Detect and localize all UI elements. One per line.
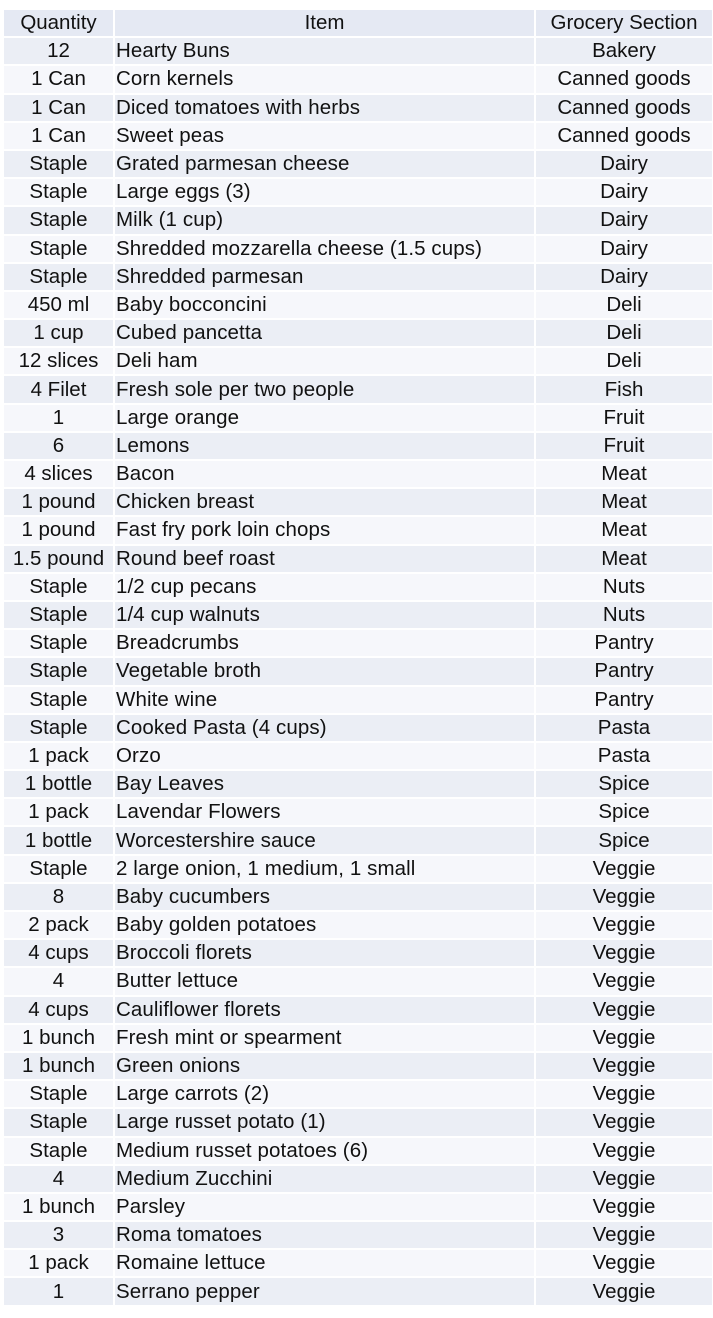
table-row [4, 461, 712, 487]
grocery-section-cell: Pasta [536, 743, 712, 769]
table-row [4, 1166, 712, 1192]
table-row [4, 546, 712, 572]
item-cell: Deli ham [115, 348, 534, 374]
quantity-cell: 1 [4, 1278, 113, 1304]
table-row [4, 405, 712, 431]
item-cell: 1/2 cup pecans [115, 574, 534, 600]
grocery-section-cell: Spice [536, 827, 712, 853]
quantity-cell: Staple [4, 602, 113, 628]
table-row [4, 856, 712, 882]
item-cell: White wine [115, 687, 534, 713]
item-cell: Large russet potato (1) [115, 1109, 534, 1135]
item-cell: Shredded parmesan [115, 264, 534, 290]
item-cell: Bacon [115, 461, 534, 487]
quantity-cell: Staple [4, 574, 113, 600]
quantity-cell: Staple [4, 715, 113, 741]
quantity-cell: Staple [4, 687, 113, 713]
grocery-section-cell: Veggie [536, 1194, 712, 1220]
grocery-section-cell: Nuts [536, 574, 712, 600]
grocery-section-cell: Deli [536, 320, 712, 346]
quantity-cell: 4 cups [4, 940, 113, 966]
item-cell: Diced tomatoes with herbs [115, 95, 534, 121]
quantity-cell: 1 bottle [4, 771, 113, 797]
grocery-section-cell: Veggie [536, 968, 712, 994]
item-column-header: Item [115, 10, 534, 36]
grocery-section-cell: Meat [536, 461, 712, 487]
table-row [4, 123, 712, 149]
grocery-section-cell: Bakery [536, 38, 712, 64]
quantity-cell: Staple [4, 264, 113, 290]
item-cell: 2 large onion, 1 medium, 1 small [115, 856, 534, 882]
quantity-cell: 1 pound [4, 517, 113, 543]
item-cell: Cauliflower florets [115, 997, 534, 1023]
table-row [4, 348, 712, 374]
grocery-section-cell: Veggie [536, 1278, 712, 1304]
table-row [4, 236, 712, 262]
table-row [4, 489, 712, 515]
quantity-cell: 4 slices [4, 461, 113, 487]
quantity-cell: Staple [4, 630, 113, 656]
table-row [4, 940, 712, 966]
grocery-section-cell: Fruit [536, 405, 712, 431]
grocery-section-cell: Canned goods [536, 123, 712, 149]
grocery-section-cell: Fish [536, 376, 712, 402]
item-cell: Parsley [115, 1194, 534, 1220]
item-cell: Grated parmesan cheese [115, 151, 534, 177]
table-body [4, 38, 712, 1304]
item-cell: Hearty Buns [115, 38, 534, 64]
item-cell: Large orange [115, 405, 534, 431]
quantity-cell: 1 pack [4, 1250, 113, 1276]
item-cell: Lemons [115, 433, 534, 459]
grocery-section-cell: Veggie [536, 1053, 712, 1079]
table-row [4, 95, 712, 121]
quantity-cell: 1 Can [4, 66, 113, 92]
item-cell: Baby cucumbers [115, 884, 534, 910]
grocery-section-cell: Veggie [536, 1138, 712, 1164]
table-row [4, 968, 712, 994]
table-row [4, 179, 712, 205]
quantity-cell: 1 [4, 405, 113, 431]
quantity-cell: 4 Filet [4, 376, 113, 402]
grocery-section-cell: Nuts [536, 602, 712, 628]
table-row [4, 320, 712, 346]
item-cell: Baby golden potatoes [115, 912, 534, 938]
item-cell: Corn kernels [115, 66, 534, 92]
item-cell: Green onions [115, 1053, 534, 1079]
table-row [4, 66, 712, 92]
grocery-section-cell: Veggie [536, 997, 712, 1023]
table-row [4, 1025, 712, 1051]
quantity-cell: Staple [4, 236, 113, 262]
item-cell: Cubed pancetta [115, 320, 534, 346]
grocery-section-cell: Veggie [536, 1166, 712, 1192]
item-cell: 1/4 cup walnuts [115, 602, 534, 628]
grocery-section-cell: Canned goods [536, 95, 712, 121]
quantity-column-header: Quantity [4, 10, 113, 36]
item-cell: Baby bocconcini [115, 292, 534, 318]
table-row [4, 687, 712, 713]
quantity-cell: 1.5 pound [4, 546, 113, 572]
table-row [4, 799, 712, 825]
table-row [4, 658, 712, 684]
grocery-section-cell: Dairy [536, 264, 712, 290]
quantity-cell: Staple [4, 1109, 113, 1135]
table-row [4, 884, 712, 910]
header-row [4, 10, 712, 36]
grocery-section-cell: Veggie [536, 940, 712, 966]
table-row [4, 1222, 712, 1248]
item-cell: Broccoli florets [115, 940, 534, 966]
item-cell: Bay Leaves [115, 771, 534, 797]
item-cell: Vegetable broth [115, 658, 534, 684]
quantity-cell: 8 [4, 884, 113, 910]
quantity-cell: 1 cup [4, 320, 113, 346]
table-row [4, 743, 712, 769]
quantity-cell: 6 [4, 433, 113, 459]
grocery-section-cell: Veggie [536, 884, 712, 910]
table-row [4, 1138, 712, 1164]
quantity-cell: 1 Can [4, 123, 113, 149]
grocery-section-cell: Veggie [536, 1222, 712, 1248]
grocery-section-cell: Pantry [536, 658, 712, 684]
table-row [4, 997, 712, 1023]
item-cell: Butter lettuce [115, 968, 534, 994]
item-cell: Lavendar Flowers [115, 799, 534, 825]
grocery-section-cell: Veggie [536, 1109, 712, 1135]
quantity-cell: 1 bottle [4, 827, 113, 853]
grocery-section-cell: Dairy [536, 179, 712, 205]
grocery-section-cell: Veggie [536, 1081, 712, 1107]
quantity-cell: Staple [4, 856, 113, 882]
item-cell: Shredded mozzarella cheese (1.5 cups) [115, 236, 534, 262]
quantity-cell: Staple [4, 658, 113, 684]
table-row [4, 771, 712, 797]
table-row [4, 376, 712, 402]
table-row [4, 517, 712, 543]
item-cell: Breadcrumbs [115, 630, 534, 656]
table-row [4, 630, 712, 656]
item-cell: Fast fry pork loin chops [115, 517, 534, 543]
grocery-list-table [2, 8, 713, 1307]
table-row [4, 602, 712, 628]
quantity-cell: Staple [4, 1081, 113, 1107]
quantity-cell: 12 [4, 38, 113, 64]
item-cell: Large eggs (3) [115, 179, 534, 205]
item-cell: Sweet peas [115, 123, 534, 149]
quantity-cell: 450 ml [4, 292, 113, 318]
item-cell: Fresh mint or spearment [115, 1025, 534, 1051]
table-row [4, 292, 712, 318]
grocery-section-cell: Veggie [536, 912, 712, 938]
item-cell: Fresh sole per two people [115, 376, 534, 402]
table-row [4, 1053, 712, 1079]
quantity-cell: 1 bunch [4, 1025, 113, 1051]
quantity-cell: 1 pound [4, 489, 113, 515]
table-row [4, 1109, 712, 1135]
item-cell: Roma tomatoes [115, 1222, 534, 1248]
grocery-section-cell: Meat [536, 489, 712, 515]
grocery-section-cell: Pasta [536, 715, 712, 741]
grocery-section-cell: Spice [536, 799, 712, 825]
item-cell: Orzo [115, 743, 534, 769]
table-row [4, 264, 712, 290]
quantity-cell: Staple [4, 151, 113, 177]
grocery-section-cell: Dairy [536, 207, 712, 233]
quantity-cell: 4 [4, 1166, 113, 1192]
quantity-cell: 3 [4, 1222, 113, 1248]
grocery-section-cell: Veggie [536, 1250, 712, 1276]
quantity-cell: 4 cups [4, 997, 113, 1023]
quantity-cell: Staple [4, 179, 113, 205]
table-row [4, 207, 712, 233]
item-cell: Serrano pepper [115, 1278, 534, 1304]
item-cell: Medium russet potatoes (6) [115, 1138, 534, 1164]
grocery-section-cell: Dairy [536, 236, 712, 262]
table-row [4, 715, 712, 741]
item-cell: Medium Zucchini [115, 1166, 534, 1192]
table-row [4, 1278, 712, 1304]
table-row [4, 1250, 712, 1276]
grocery-section-cell: Veggie [536, 1025, 712, 1051]
quantity-cell: 2 pack [4, 912, 113, 938]
grocery-section-cell: Meat [536, 517, 712, 543]
item-cell: Round beef roast [115, 546, 534, 572]
quantity-cell: 1 bunch [4, 1194, 113, 1220]
item-cell: Romaine lettuce [115, 1250, 534, 1276]
item-cell: Chicken breast [115, 489, 534, 515]
table-row [4, 1194, 712, 1220]
quantity-cell: 4 [4, 968, 113, 994]
table-row [4, 433, 712, 459]
quantity-cell: 12 slices [4, 348, 113, 374]
grocery-section-column-header: Grocery Section [536, 10, 712, 36]
grocery-section-cell: Meat [536, 546, 712, 572]
table-row [4, 912, 712, 938]
table-row [4, 827, 712, 853]
grocery-section-cell: Fruit [536, 433, 712, 459]
table-row [4, 574, 712, 600]
grocery-section-cell: Dairy [536, 151, 712, 177]
grocery-section-cell: Canned goods [536, 66, 712, 92]
item-cell: Large carrots (2) [115, 1081, 534, 1107]
quantity-cell: 1 pack [4, 799, 113, 825]
table-header [4, 10, 712, 36]
quantity-cell: Staple [4, 1138, 113, 1164]
quantity-cell: 1 pack [4, 743, 113, 769]
grocery-section-cell: Spice [536, 771, 712, 797]
table-row [4, 1081, 712, 1107]
item-cell: Milk (1 cup) [115, 207, 534, 233]
item-cell: Worcestershire sauce [115, 827, 534, 853]
grocery-section-cell: Pantry [536, 630, 712, 656]
quantity-cell: 1 bunch [4, 1053, 113, 1079]
grocery-section-cell: Pantry [536, 687, 712, 713]
grocery-section-cell: Veggie [536, 856, 712, 882]
quantity-cell: 1 Can [4, 95, 113, 121]
quantity-cell: Staple [4, 207, 113, 233]
grocery-section-cell: Deli [536, 292, 712, 318]
grocery-section-cell: Deli [536, 348, 712, 374]
table-row [4, 151, 712, 177]
item-cell: Cooked Pasta (4 cups) [115, 715, 534, 741]
table-row [4, 38, 712, 64]
